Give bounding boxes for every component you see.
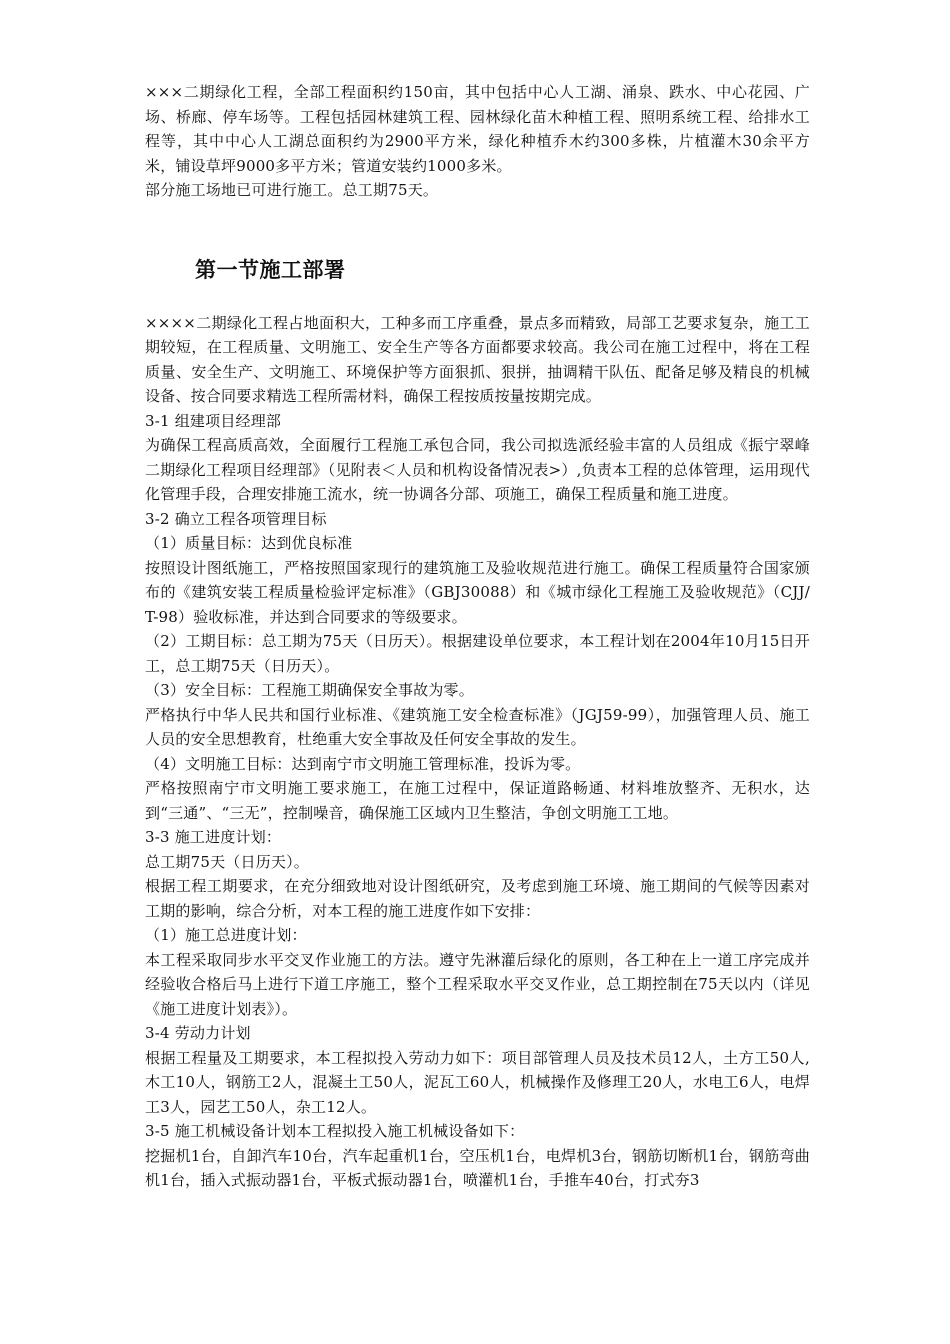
body-paragraph: 根据工程量及工期要求，本工程拟投入劳动力如下：项目部管理人员及技术员12人，土方工50人,木工10人，钢筋工2人，混凝土工50人，泥瓦工60人，机械操作及修理工20人，水电工6人，电焊工3人，园艺工50人，杂工12人。: [145, 1048, 810, 1116]
body-paragraph: 严格执行中华人民共和国行业标准、《建筑施工安全检查标准》（JGJ59-99），加强管理人员、施工人员的安全思想教育，杜绝重大安全事故及任何安全事故的发生。: [145, 705, 810, 748]
body-paragraph: 根据工程工期要求，在充分细致地对设计图纸研究，及考虑到施工环境、施工期间的气候等因素对工期的影响，综合分析，对本工程的施工进度作如下安排：: [145, 877, 810, 920]
goal-item: （4）文明施工目标：达到南宁市文明施工管理标准，投诉为零。: [145, 754, 581, 773]
goal-item: （2）工期目标：总工期为75天（日历天）。根据建设单位要求，本工程计划在2004年10月15日开工，总工期75天（日历天）。: [145, 632, 810, 675]
goal-item: （1）施工总进度计划：: [145, 926, 307, 944]
goal-item: （3）安全目标：工程施工期确保安全事故为零。: [145, 681, 474, 699]
document-page: [145, 80, 810, 1193]
subsection-heading: 3-5 施工机械设备计划本工程拟投入施工机械设备如下：: [145, 1122, 525, 1140]
body-paragraph: 为确保工程高质高效，全面履行工程施工承包合同，我公司拟选派经验丰富的人员组成《振宁翠峰二期绿化工程项目经理部》（见附表＜人员和机构设备情况表>）,负责本工程的总体管理，运用现代化管理手段，合理安排施工流水，统一协调各分部、项施工，确保工程质量和施工进度。: [145, 436, 810, 503]
intro-paragraph: 部分施工场地已可进行施工。总工期75天。: [145, 181, 439, 199]
subsection-heading: 3-1 组建项目经理部: [145, 411, 282, 430]
body-paragraph: 按照设计图纸施工，严格按照国家现行的建筑施工及验收规范进行施工。确保工程质量符合国家颁布的《建筑安装工程质量检验评定标准》（GBJ30088）和《城市绿化工程施工及验收规范》（CJJ/T-98）验收标准，并达到合同要求的等级要求。: [145, 558, 810, 626]
intro-paragraph: ×××二期绿化工程，全部工程面积约150亩，其中包括中心人工湖、涌泉、跌水、中心花园、广场、桥廊、停车场等。工程包括园林建筑工程、园林绿化苗木种植工程、照明系统工程、给排水工程等，其中中心人工湖总面积约为2900平方米，绿化种植乔木约300多株，片植灌木30余平方米，铺设草坪9000多平方米；管道安装约1000多米。: [145, 83, 810, 175]
body-paragraph: 本工程采取同步水平交叉作业施工的方法。遵守先淋灌后绿化的原则，各工种在上一道工序完成并经验收合格后马上进行下道工序施工，整个工程采取水平交叉作业，总工期控制在75天以内（详见《施工进度计划表》）。: [145, 950, 810, 1018]
body-paragraph: 总工期75天（日历天）。: [145, 852, 309, 871]
body-paragraph: 挖掘机1台，自卸汽车10台，汽车起重机1台，空压机1台，电焊机3台，钢筋切断机1台，钢筋弯曲机1台，插入式振动器1台，平板式振动器1台，喷灌机1台，手推车40台，打式夯3: [145, 1146, 810, 1189]
subsection-heading: 3-3 施工进度计划：: [145, 828, 282, 846]
body-paragraph: 严格按照南宁市文明施工要求施工，在施工过程中，保证道路畅通、材料堆放整齐、无积水，达到“三通”、“三无”，控制噪音，确保施工区域内卫生整洁，争创文明施工工地。: [145, 779, 810, 822]
subsection-heading: 3-2 确立工程各项管理目标: [145, 509, 327, 528]
section-title: 第一节施工部署: [195, 257, 346, 282]
subsection-heading: 3-4 劳动力计划: [145, 1024, 251, 1042]
goal-item: （1）质量目标：达到优良标准: [145, 534, 353, 552]
body-paragraph: ××××二期绿化工程占地面积大，工种多而工序重叠，景点多而精致，局部工艺要求复杂，施工工期较短，在工程质量、文明施工、安全生产等各方面都要求较高。我公司在施工过程中，将在工程质量、安全生产、文明施工、环境保护等方面狠抓、狠拼，抽调精干队伍、配备足够及精良的机械设备、按合同要求精选工程所需材料，确保工程按质按量按期完成。: [145, 313, 810, 405]
